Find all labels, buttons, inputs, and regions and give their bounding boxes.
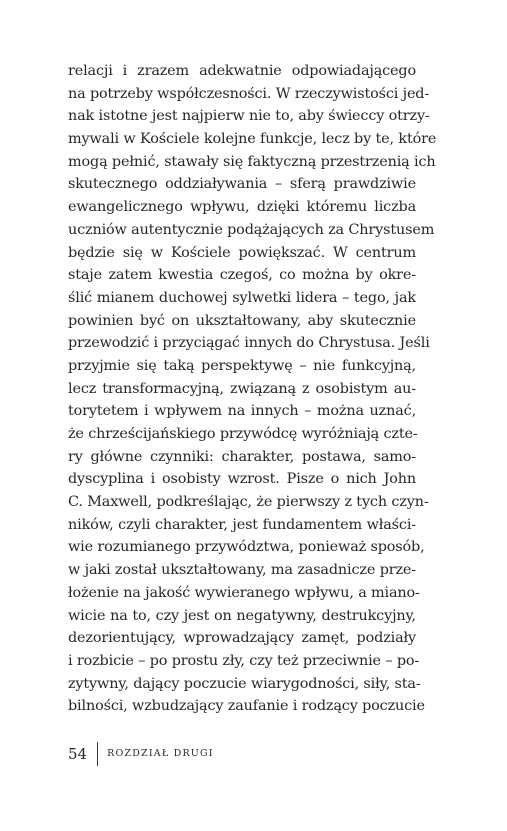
text-line: powinien być on ukształtowany, aby skutecznie — [68, 312, 416, 329]
running-head: ROZDZIAŁ DRUGI — [107, 748, 214, 759]
body-text — [68, 60, 437, 718]
text-line: mywali w Kościele kolejne funkcje, lecz by te, które — [68, 131, 437, 148]
footer-divider — [97, 742, 98, 766]
page-number: 54 — [68, 745, 88, 763]
text-line: ewangelicznego wpływu, dzięki któremu liczba — [68, 199, 416, 216]
text-line: wie rozumianego przywództwa, ponieważ sposób, — [68, 539, 425, 556]
text-line: że chrześcijańskiego przywódcę wyróżniają czte- — [68, 426, 418, 442]
text-line: będzie się w Kościele powiększać. W centrum — [68, 244, 416, 261]
text-line: i rozbicie – po prostu zły, czy też przeciwnie – po- — [68, 652, 420, 669]
text-line: dezorientujący, wprowadzający zamęt, podziały — [68, 630, 416, 647]
text-line: lecz transformacyjną, związaną z osobistym au- — [68, 380, 416, 397]
text-line: mogą pełnić, stawały się faktyczną przestrzenią ich — [68, 153, 436, 170]
page-footer — [68, 741, 214, 767]
text-line: ry główne czynniki: charakter, postawa, samo- — [68, 448, 416, 465]
text-line: przyjmie się taką perspektywę – nie funkcyjną, — [68, 357, 416, 374]
text-line: w jaki został ukształtowany, ma zasadnicze prze- — [68, 562, 416, 579]
text-line: bilności, wzbudzający zaufanie i rodzący poczucie — [68, 698, 425, 715]
text-line: ników, czyli charakter, jest fundamentem właści- — [68, 516, 416, 533]
text-line: przewodzić i przyciągać innych do Chrystusa. Jeśli — [68, 335, 430, 352]
text-line: relacji i zrazem adekwatnie odpowiadającego — [68, 63, 416, 79]
text-line: C. Maxwell, podkreślając, że pierwszy z tych czyn- — [68, 494, 429, 511]
text-line: skutecznego oddziaływania – sferą prawdziwie — [68, 176, 416, 193]
text-line: łożenie na jakość wywieranego wpływu, a miano- — [68, 584, 420, 601]
text-line: dyscyplina i osobisty wzrost. Pisze o nich John — [68, 471, 416, 488]
text-line: uczniów autentycznie podążających za Chrystusem — [68, 221, 435, 238]
text-line: nak istotne jest najpierw nie to, aby świeccy otrzy- — [68, 108, 430, 125]
text-line: staje zatem kwestia czegoś, co można by okre- — [68, 267, 416, 284]
text-line: wicie na to, czy jest on negatywny, destrukcyjny, — [68, 607, 416, 624]
text-line: zytywny, dający poczucie wiarygodności, siły, sta- — [68, 675, 421, 692]
text-line: torytetem i wpływem na innych – można uznać, — [68, 403, 416, 420]
text-line: ślić mianem duchowej sylwetki lidera – tego, jak — [68, 289, 416, 306]
text-line: na potrzeby współczesności. W rzeczywistości jed- — [68, 85, 430, 102]
